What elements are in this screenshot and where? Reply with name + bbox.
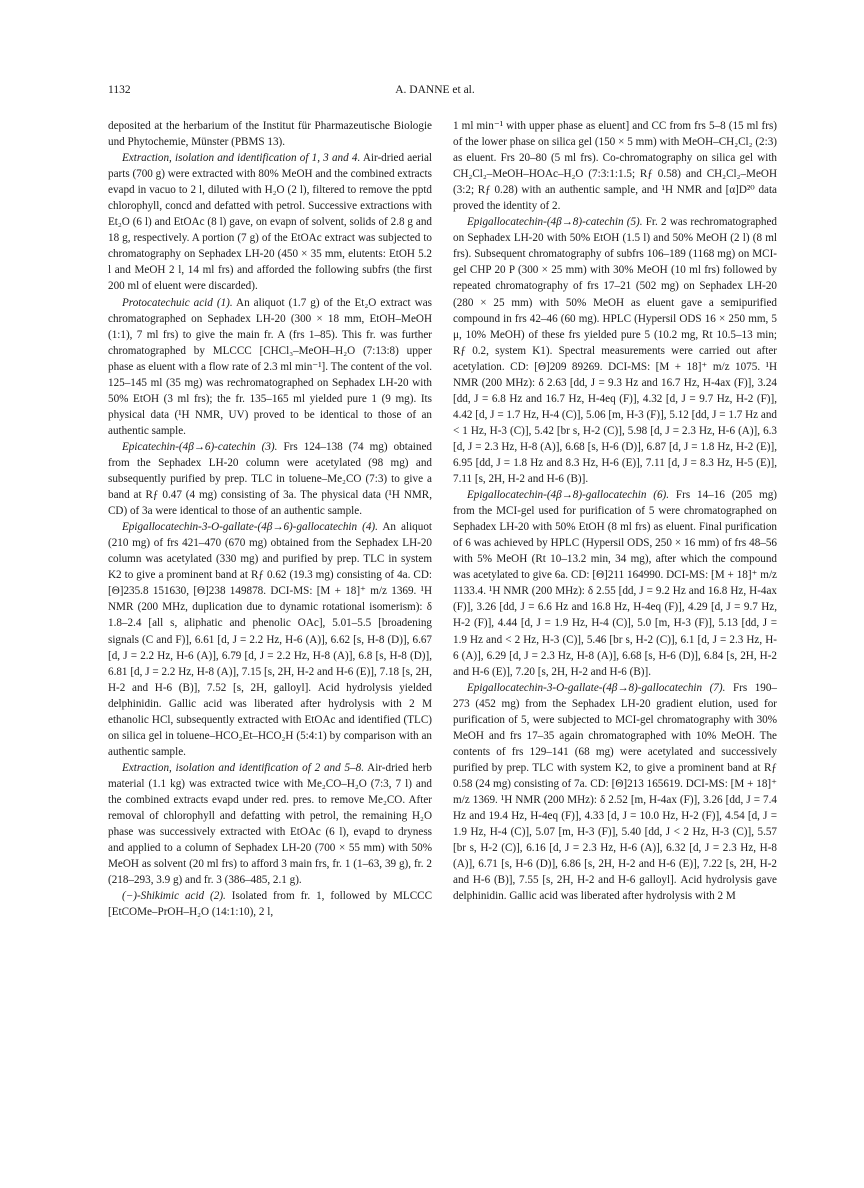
paragraph-egcg-gallocatechin-4: Epigallocatechin-3-O-gallate-(4β→6)-gallocatechin (4). An aliquot (210 mg) of frs 421–470 (670 mg) obtained from the Sephadex LH-20 column was acetylated (330 mg) and purified by prep. TLC in system K2 to give a prominent band at Rƒ 0.62 (19.3 mg) consisting of 4a. CD: [Θ]235.8 151630, [Θ]238 149878. DCI-MS: [M + 18]⁺ m/z 1369. ¹H NMR (200 MHz, duplication due to dynamic rotational isomerism): δ 1.8–2.4 [all s, aliphatic and phenolic OAc], 5.01–5.5 [broadening signals (C and F)], 6.61 [d, J = 2.2 Hz, H-6 (A)], 6.62 [s, H-8 (D)], 6.67 [d, J = 2.2 Hz, H-6 (A)], 6.79 [d, J = 2.2 Hz, H-8 (A)], 6.8 [s, H-8 (D)], 6.81 [d, J = 2.2 Hz, H-8 (A)], 7.15 [s, 2H, H-2 and H-6 (E)], 7.18 [s, 2H, H-2 and H-6 (B)], 7.52 [s, 2H, galloyl]. Acid hydrolysis yielded delphinidin. Gallic acid was liberated after hydrolysis with 2 M ethanolic HCl, subsequently extracted with EtOAc and identified (TLC) on silica gel in toluene–HCO₂Et–HCO₂H (5:4:1) by comparison with an authentic sample. xyxy=(108,521,432,758)
running-head: A. DANNE et al. xyxy=(395,84,475,96)
paragraph-protocatechuic-acid: Protocatechuic acid (1). An aliquot (1.7 g) of the Et₂O extract was chromatographed on Sephadex LH-20 (300 × 18 mm, EtOH–MeOH (1:1), 7 ml frs) to give the main fr. A (frs 1–85). This fr. was further chromatographed by MLCCC [CHCl₃–MeOH–H₂O (7:13:8) upper phase as eluent with a flow rate of 2.3 ml min⁻¹]. The content of the vol. 125–145 ml (35 mg) was rechromatographed on Sephadex LH-20 with 50% EtOH (3 ml frs); the fr. 135–165 ml yielded pure 1 (9 mg). Its physical data (¹H NMR, UV) proved to be identical to those of an authentic sample. xyxy=(108,296,432,437)
page-header xyxy=(108,84,762,100)
right-column xyxy=(453,118,777,904)
paragraph-epigallocatechin-gallocatechin-6: Epigallocatechin-(4β→8)-gallocatechin (6). Frs 14–16 (205 mg) from the MCI-gel used for purification of 5 were chromatographed on Sephadex LH-20 with 50% EtOH (8 ml frs) as eluent. Final purification of 6 was achieved by HPLC (Hypersil ODS, 250 × 16 mm) of frs 48–56 with 5% MeOH (Rt 10–13.2 min, 34 mg), after which the compound was acetylated to give 6a. CD: [Θ]211 164990. DCI-MS: [M + 18]⁺ m/z 1133.4. ¹H NMR (200 MHz): δ 2.55 [dd, J = 9.2 Hz and 16.8 Hz, H-4ax (F)], 3.26 [dd, J = 6.6 Hz and 16.8 Hz, H-4eq (F)], 4.29 [d, J = 9.7 Hz, H-2 (F)], 4.44 [d, J = 1.9 Hz, H-4 (C)], 5.0 [m, H-3 (F)], 5.13 [dd, J = 1.9 Hz and < 2 Hz, H-3 (C)], 5.46 [br s, H-2 (C)], 6.1 [d, J = 2.3 Hz, H-6 (A)], 6.29 [d, J = 2.3 Hz, H-8 (A)], 6.68 [s, H-6 (D)], 6.84 [s, 2H, H-2 and H-6 (E)], 7.20 [s, 2H, H-2 and H-6 (B)]. xyxy=(453,489,777,678)
paragraph-extraction-2-5-8: Extraction, isolation and identification of 2 and 5–8. Air-dried herb material (1.1 kg) was extracted twice with Me₂CO–H₂O (7:3, 7 l) and the combined extracts evapd under red. pres. to remove Me₂CO. After removal of chlorophyll and defatting with petrol, the remaining H₂O phase was successively extracted with EtOAc (6 l), evapd to dryness and applied to a column of Sephadex LH-20 (700 × 55 mm) with 50% MeOH as solvent (20 ml frs) to afford 3 main frs, fr. 1 (1–63, 39 g), fr. 2 (218–293, 3.9 g) and fr. 3 (386–485, 2.1 g). xyxy=(108,761,432,887)
paragraph-egcg-gallocatechin-7: Epigallocatechin-3-O-gallate-(4β→8)-gallocatechin (7). Frs 190–273 (452 mg) from the Sephadex LH-20 gradient elution, used for purification of 5, were subjected to MCI-gel chromatography with 30% MeOH and frs 17–35 again chromatographed with 10% MeOH. The contents of frs 129–141 (68 mg) were acetylated and successively purified by prep. TLC with system K2, to give a prominent band at Rƒ 0.58 (24 mg) consisting of 7a. CD: [Θ]213 165619. DCI-MS: [M + 18]⁺ m/z 1369. ¹H NMR (200 MHz): δ 2.52 [m, H-4ax (F)], 3.26 [dd, J = 7.4 Hz and 19.4 Hz, H-4eq (F)], 4.33 [d, J = 10.0 Hz, H-2 (F)], 4.54 [d, J = 1.9 Hz, H-4 (C)], 5.07 [m, H-3 (F)], 5.40 [dd, J < 2 Hz, H-3 (C)], 5.57 [br s, H-2 (C)], 6.16 [d, J = 2.3 Hz, H-6 (A)], 6.32 [d, J = 2.3 Hz, H-8 (A)], 6.71 [s, H-6 (D)], 6.86 [s, 2H, H-2 and H-6 (E)], 7.22 [s, 2H, H-2 and H-6 (B)], 7.55 [s, 2H, H-2 and H-6 galloyl]. Acid hydrolysis gave delphinidin. Gallic acid was liberated after hydrolysis with 2 M xyxy=(453,681,778,903)
paragraph-shikimic-continued: 1 ml min⁻¹ with upper phase as eluent] and CC from frs 5–8 (15 ml frs) of the lower phase on silica gel (150 × 5 mm) with MeOH–CH₂Cl₂ (2:3) as eluent. Frs 20–80 (5 ml frs). Co-chromatography on silica gel with CH₂Cl₂–MeOH–HOAc–H₂O (7:3:1:1.5; Rƒ 0.58) and CH₂Cl₂–MeOH (3:2; Rƒ 0.28) with an authentic sample, and ¹H NMR and [α]D²⁰ data proved the identity of 2. xyxy=(453,120,777,213)
paragraph-epicatechin-catechin: Epicatechin-(4β→6)-catechin (3). Frs 124–138 (74 mg) obtained from the Sephadex LH-20 column were acetylated (98 mg) and subsequently purified by prep. TLC in toluene–Me₂CO (7:3) to give a band at Rƒ 0.47 (4 mg) consisting of 3a. The physical data (¹H NMR, CD) of 3a were identical to those of an authentic sample. xyxy=(108,440,432,518)
page-number: 1132 xyxy=(108,84,131,96)
left-column xyxy=(108,118,432,920)
paragraph-shikimic-acid: (−)-Shikimic acid (2). Isolated from fr. 1, followed by MLCCC [EtCOMe–PrOH–H₂O (14:1:10), 2 l, xyxy=(108,890,432,919)
paragraph-herbarium: deposited at the herbarium of the Institut für Pharmazeutische Biologie und Phytochemie, Münster (PBMS 13). xyxy=(108,120,432,149)
paragraph-epigallocatechin-catechin-5: Epigallocatechin-(4β→8)-catechin (5). Fr. 2 was rechromatographed on Sephadex LH-20 with 50% EtOH (1.5 l) and 50% MeOH (2 l) (8 ml frs). Subsequent chromatography of subfrs 106–189 (1168 mg) on MCI-gel CHP 20 P (300 × 25 mm) with 30% MeOH (10 ml frs) followed by repeated chromatography of frs 17–21 (502 mg) on Sephadex LH-20 (280 × 25 mm) with 50% MeOH as eluent gave a semipurified compound in frs 42–46 (60 mg). HPLC (Hypersil ODS 16 × 250 mm, 5 μ, 10% MeOH) of these frs yielded pure 5 (10.2 mg, Rt 10.5–13 min; Rƒ 0.2, system K1). Spectral measurements were carried out after acetylation. CD: [Θ]209 89269. DCI-MS: [M + 18]⁺ m/z 1075. ¹H NMR (200 MHz): δ 2.63 [dd, J = 9.3 Hz and 16.7 Hz, H-4ax (F)], 3.24 [dd, J = 6.8 Hz and 16.7 Hz, H-4eq (F)], 4.32 [d, J = 9.7 Hz, H-2 (F)], 4.42 [d, J = 1.7 Hz, H-4 (C)], 5.06 [m, H-3 (F)], 5.12 [dd, J = 1.7 Hz and < 1 Hz, H-3 (C)], 5.42 [br s, H-2 (C)], 5.98 [d, J = 2.3 Hz, H-6 (A)], 6.3 [d, J = 2.3 Hz, H-8 (A)], 6.68 [s, H-6 (D)], 6.87 [d, J = 1.8 Hz, H-2 (E)], 6.95 [dd, J = 1.8 Hz and 8.3 Hz, H-6 (E)], 7.11 [d, J = 8.3 Hz, H-5 (E)], 7.11 [s, 2H, H-2 and H-6 (B)]. xyxy=(453,216,777,486)
paragraph-extraction-1-3-4: Extraction, isolation and identification of 1, 3 and 4. Air-dried aerial parts (700 g) were extracted with 80% MeOH and the combined extracts evapd in vacuo to 2 l, diluted with H₂O (2 l), filtered to remove the pptd chlorophyll, concd and defatted with petrol. Successive extractions with Et₂O (6 l) and EtOAc (8 l) gave, on evapn of solvent, solids of 2.8 g and 18 g, respectively. A portion (7 g) of the EtOAc extract was subjected to chromatography on Sephadex LH-20 (450 × 35 mm, elutents: EtOH 5.2 l and MeOH 2 l, 14 ml frs) and afforded the following subfrs (the first 200 ml of eluent were discarded). xyxy=(108,152,432,293)
